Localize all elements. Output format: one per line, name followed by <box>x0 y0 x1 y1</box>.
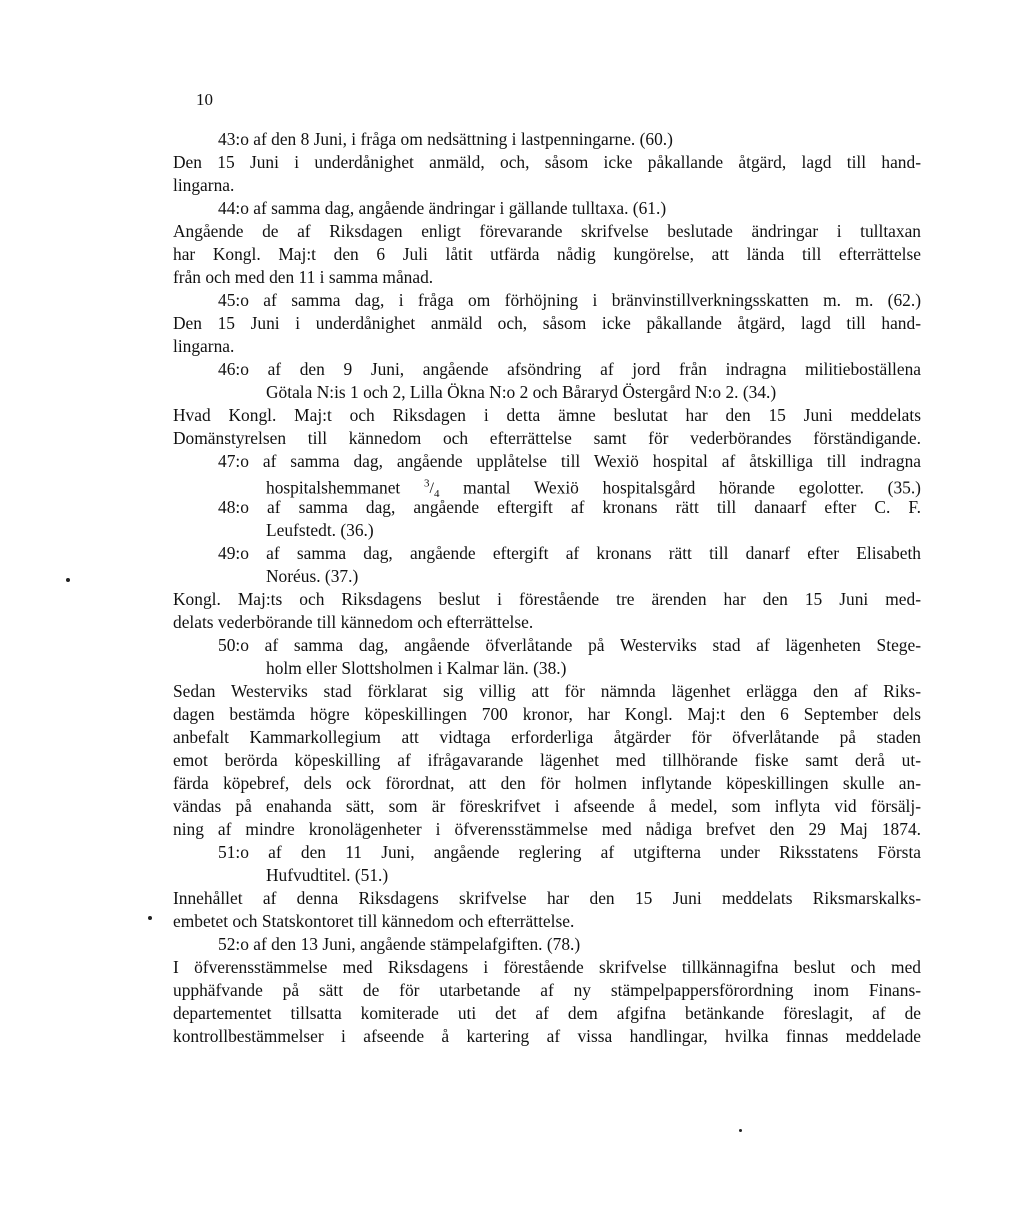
text-line: Domänstyrelsen till kännedom och efterrättelse samt för vederbörandes förständigande. <box>173 428 921 448</box>
scan-speck <box>148 916 152 920</box>
text-line: holm eller Slottsholmen i Kalmar län. (38.) <box>266 658 567 678</box>
text-line: 52:o af den 13 Juni, angående stämpelafgiften. (78.) <box>218 934 581 954</box>
text-line: Den 15 Juni i underdånighet anmäld, och, såsom icke påkallande åtgärd, lagd till hand- <box>173 152 921 172</box>
text-line: Hvad Kongl. Maj:t och Riksdagen i detta ämne beslutat har den 15 Juni meddelats <box>173 405 921 425</box>
text-line <box>173 473 921 501</box>
text-line: 51:o af den 11 Juni, angående reglering af utgifterna under Riksstatens Första <box>218 842 921 862</box>
text-line: delats vederbörande till kännedom och efterrättelse. <box>173 612 534 632</box>
text-line: I öfverensstämmelse med Riksdagens i förestående skrifvelse tillkännagifna beslut och med <box>173 957 921 977</box>
scan-speck <box>739 1129 742 1132</box>
text-line: ning af mindre kronolägenheter i öfverensstämmelse med nådiga brefvet den 29 Maj 1874. <box>173 819 921 839</box>
line-segment: mantal Wexiö hospitalsgård hörande egolotter. (35.) <box>463 477 921 498</box>
text-line: 46:o af den 9 Juni, angående afsöndring af jord från indragna militieboställena <box>218 359 921 379</box>
text-line: Kongl. Maj:ts och Riksdagens beslut i förestående tre ärenden har den 15 Juni med- <box>173 589 921 609</box>
text-line: kontrollbestämmelser i afseende å kartering af vissa handlingar, hvilka finnas meddelade <box>173 1026 921 1046</box>
text-line: Angående de af Riksdagen enligt förevarande skrifvelse beslutade ändringar i tulltaxan <box>173 221 921 241</box>
text-line: Götala N:is 1 och 2, Lilla Ökna N:o 2 och Båraryd Östergård N:o 2. (34.) <box>266 382 777 402</box>
text-line: 48:o af samma dag, angående eftergift af kronans rätt till danaarf efter C. F. <box>218 497 921 517</box>
text-line: 45:o af samma dag, i fråga om förhöjning i bränvinstillverkningsskatten m. m. (62.) <box>218 290 921 310</box>
line-segment: hospitalshemmanet <box>266 477 401 498</box>
text-line: Hufvudtitel. (51.) <box>266 865 389 885</box>
text-line: 47:o af samma dag, angående upplåtelse till Wexiö hospital af åtskilliga till indragna <box>218 451 921 471</box>
text-line: anbefalt Kammarkollegium att vidtaga erforderliga åtgärder för öfverlåtande på staden <box>173 727 921 747</box>
text-line: Innehållet af denna Riksdagens skrifvelse har den 15 Juni meddelats Riksmarskalks- <box>173 888 921 908</box>
text-line: Den 15 Juni i underdånighet anmäld och, såsom icke påkallande åtgärd, lagd till hand- <box>173 313 921 333</box>
text-line: emot berörda köpeskilling af ifrågavarande lägenhet med tillhörande fiske samt derå ut- <box>173 750 921 770</box>
text-line: 49:o af samma dag, angående eftergift af kronans rätt till danarf efter Elisabeth <box>218 543 921 563</box>
fraction-denominator: 4 <box>433 488 440 501</box>
text-line: Noréus. (37.) <box>266 566 359 586</box>
text-line: har Kongl. Maj:t den 6 Juli låtit utfärda nådig kungörelse, att lända till efterrättelse <box>173 244 921 264</box>
text-line: departementet tillsatta komiterade uti det af dem afgifna betänkande föreslagit, af de <box>173 1003 921 1023</box>
text-line: 44:o af samma dag, angående ändringar i gällande tulltaxa. (61.) <box>218 198 667 218</box>
text-line: lingarna. <box>173 336 235 356</box>
fraction: $^3/_4$ <box>424 478 440 501</box>
text-line: dagen bestämda högre köpeskillingen 700 kronor, har Kongl. Maj:t den 6 September dels <box>173 704 921 724</box>
text-line: från och med den 11 i samma månad. <box>173 267 434 287</box>
text-line: Leufstedt. (36.) <box>266 520 374 540</box>
fraction-numerator: 3 <box>424 478 430 490</box>
text-line: lingarna. <box>173 175 235 195</box>
text-line: Sedan Westerviks stad förklarat sig villig att för nämnda lägenhet erlägga den af Riks- <box>173 681 921 701</box>
text-line: upphäfvande på sätt de för utarbetande af ny stämpelpappersförordning inom Finans- <box>173 980 921 1000</box>
page-number: 10 <box>196 90 213 109</box>
text-line: 50:o af samma dag, angående öfverlåtande på Westerviks stad af lägenheten Stege- <box>218 635 921 655</box>
text-line: färda köpebref, dels ock förordnat, att den för holmen inflytande köpeskillingen skulle an- <box>173 773 921 793</box>
text-line: 43:o af den 8 Juni, i fråga om nedsättning i lastpenningarne. (60.) <box>218 129 673 149</box>
text-line: vändas på enahanda sätt, som är föreskrifvet i afseende å medel, som inflyta vid försälj- <box>173 796 921 816</box>
scan-speck <box>66 578 70 582</box>
body-text <box>173 128 921 1048</box>
text-line: embetet och Statskontoret till kännedom och efterrättelse. <box>173 911 575 931</box>
